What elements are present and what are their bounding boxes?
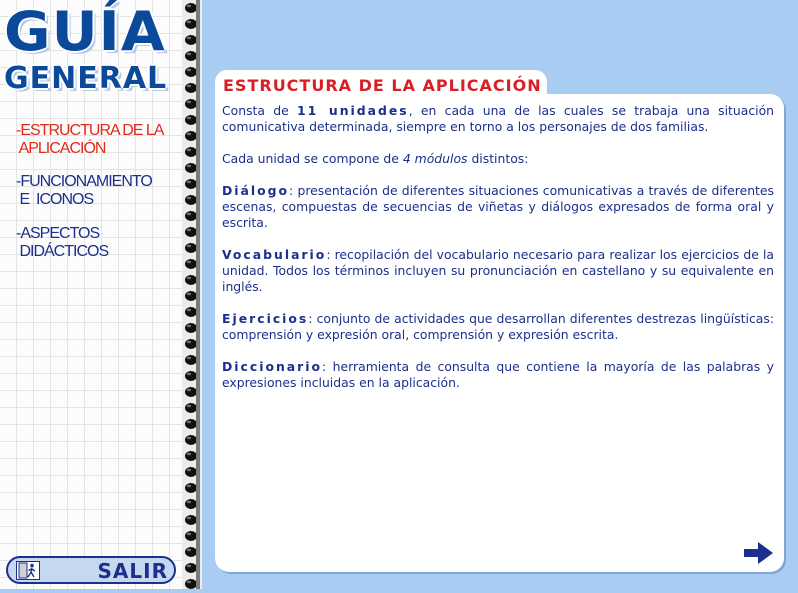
- text: : presentación de diferentes situaciones comunicativas a través de diferentes escenas, compuestas de secuencias de viñetas y diálogos expresados de forma oral y escrita.: [222, 183, 774, 230]
- spiral-ring-highlight: [187, 117, 191, 119]
- paragraph-diccionario: [222, 359, 774, 391]
- spiral-ring-highlight: [187, 197, 191, 199]
- spiral-ring-highlight: [187, 53, 191, 55]
- title-guia: GUÍA: [4, 0, 166, 63]
- paragraph-intro: [222, 103, 774, 135]
- spiral-ring-highlight: [187, 405, 191, 407]
- text: : conjunto de actividades que desarrollan diferentes destrezas lingüísticas: comprensión y expresión oral, comprensión y expresión escrita.: [222, 311, 774, 342]
- menu-item-funcionamiento[interactable]: [16, 173, 176, 209]
- exit-button[interactable]: [6, 556, 176, 584]
- spiral-ring-highlight: [187, 341, 191, 343]
- content-text: [222, 103, 774, 407]
- paragraph-vocabulario: [222, 247, 774, 295]
- text: distintos:: [467, 151, 529, 166]
- spiral-ring-highlight: [187, 165, 191, 167]
- text-bold: 11 unidades: [297, 103, 409, 118]
- spiral-ring-highlight: [187, 133, 191, 135]
- spiral-ring-highlight: [187, 277, 191, 279]
- spiral-ring-highlight: [187, 453, 191, 455]
- spiral-ring-highlight: [187, 517, 191, 519]
- spiral-ring-highlight: [187, 501, 191, 503]
- spiral-ring-highlight: [187, 421, 191, 423]
- spiral-ring-highlight: [187, 21, 191, 23]
- spiral-ring-highlight: [187, 37, 191, 39]
- menu-item-label: APLICACIÓN: [16, 140, 106, 157]
- notebook-page: [0, 0, 184, 589]
- paragraph-modules: [222, 151, 774, 167]
- spiral-ring-highlight: [187, 549, 191, 551]
- next-arrow-icon[interactable]: [742, 540, 774, 566]
- menu-item-label: -ESTRUCTURA DE LA: [16, 122, 164, 139]
- spiral-ring-highlight: [187, 565, 191, 567]
- spiral-ring-highlight: [187, 181, 191, 183]
- menu-item-estructura[interactable]: [16, 122, 176, 158]
- spiral-ring-highlight: [187, 533, 191, 535]
- menu-item-label: DIDÁCTICOS: [16, 243, 109, 260]
- text: : herramienta de consulta que contiene la mayoría de las palabras y expresiones incluidas en la aplicación.: [222, 359, 774, 390]
- spiral-ring-highlight: [187, 5, 191, 7]
- spiral-ring-highlight: [187, 309, 191, 311]
- spiral-ring-highlight: [187, 101, 191, 103]
- spiral-ring-highlight: [187, 229, 191, 231]
- exit-label: SALIR: [97, 559, 168, 583]
- spiral-ring-highlight: [187, 389, 191, 391]
- binding-edge: [196, 0, 200, 589]
- menu-item-label: -ASPECTOS: [16, 225, 100, 242]
- text-bold: Diccionario: [222, 359, 323, 374]
- text-italic: 4 módulos: [402, 151, 468, 166]
- text-bold: Vocabulario: [222, 247, 327, 262]
- text-bold: Diálogo: [222, 183, 290, 198]
- text: : recopilación del vocabulario necesario para realizar los ejercicios de la unidad. Todos los términos incluyen su pronunciación en castellano y su equivalente en inglés.: [222, 247, 774, 294]
- spiral-ring-highlight: [187, 581, 191, 583]
- spiral-ring-highlight: [187, 485, 191, 487]
- menu-item-label: E ICONOS: [16, 191, 94, 208]
- spiral-ring-highlight: [187, 85, 191, 87]
- menu-item-aspectos[interactable]: [16, 225, 176, 261]
- spiral-ring-highlight: [187, 373, 191, 375]
- text: , en cada una de las cuales se trabaja una situación comunicativa determinada, siempre en torno a los personajes de dos familias.: [222, 103, 775, 134]
- text: Consta de: [222, 103, 298, 118]
- spiral-ring-highlight: [187, 357, 191, 359]
- paragraph-dialogo: [222, 183, 774, 231]
- spiral-ring-highlight: [187, 293, 191, 295]
- section-heading: ESTRUCTURA DE LA APLICACIÓN: [223, 76, 542, 95]
- door-exit-icon: [16, 561, 40, 580]
- title-general: GENERAL: [4, 61, 168, 96]
- spiral-ring-highlight: [187, 213, 191, 215]
- paragraph-ejercicios: [222, 311, 774, 343]
- spiral-ring-highlight: [187, 469, 191, 471]
- text-bold: Ejercicios: [222, 311, 309, 326]
- spiral-ring-highlight: [187, 325, 191, 327]
- spiral-ring-highlight: [187, 69, 191, 71]
- spiral-ring-highlight: [187, 245, 191, 247]
- spiral-ring-highlight: [187, 149, 191, 151]
- menu-item-label: -FUNCIONAMIENTO: [16, 173, 152, 190]
- text: Cada unidad se compone de: [222, 151, 403, 166]
- spiral-ring-highlight: [187, 437, 191, 439]
- spiral-ring-highlight: [187, 261, 191, 263]
